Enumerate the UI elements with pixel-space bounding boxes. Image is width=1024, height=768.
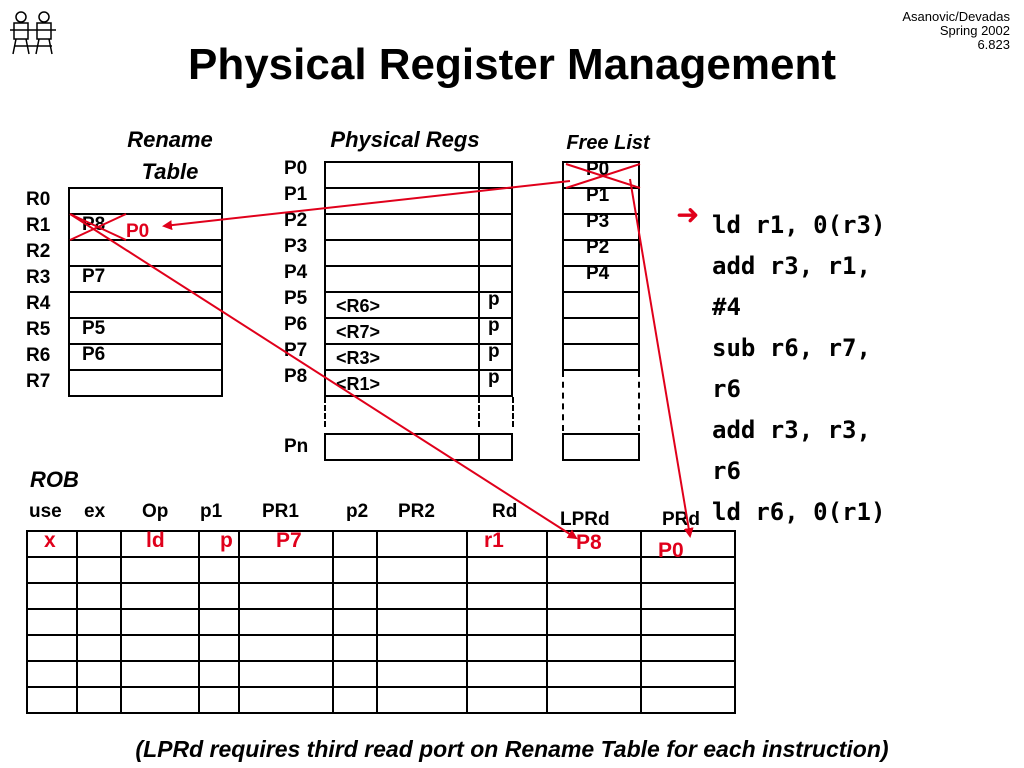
- instruction-line: ld r6, 0(r1): [712, 498, 886, 526]
- instruction-line: add r3, r1,: [712, 252, 871, 280]
- rob-column-header: p2: [346, 501, 369, 522]
- rob-cell: [466, 556, 548, 584]
- physical-reg-ellipsis: [478, 397, 480, 427]
- course-number: 6.823: [977, 37, 1010, 52]
- rob-cell: [376, 582, 468, 610]
- rob-cell: [238, 634, 334, 662]
- rob-cell: [466, 686, 548, 714]
- physical-reg-value-cell: [324, 265, 480, 293]
- rob-cell: [546, 608, 642, 636]
- rob-cell: [640, 686, 736, 714]
- physical-reg-value-cell: [324, 433, 480, 461]
- slide-title: Physical Register Management: [187, 40, 836, 89]
- rob-cell: [376, 634, 468, 662]
- rob-cell: [546, 556, 642, 584]
- rob-cell: [466, 634, 548, 662]
- rename-entry: P5: [82, 318, 106, 339]
- physical-reg-value: <R1>: [336, 374, 381, 394]
- rob-cell: [332, 686, 378, 714]
- rob-cell: [546, 660, 642, 688]
- rob-cell: [238, 582, 334, 610]
- rob-column-header: ex: [84, 501, 106, 522]
- physical-reg-label: P0: [284, 158, 308, 179]
- rob-cell: [546, 634, 642, 662]
- rob-cell: [640, 634, 736, 662]
- rob-cell: [332, 582, 378, 610]
- rob-cell: [198, 530, 240, 558]
- free-list-slot: [562, 291, 640, 319]
- free-list-slot: [562, 317, 640, 345]
- rob-cell: [26, 582, 78, 610]
- free-list-entry: P0: [586, 159, 610, 180]
- rob-column-header: p1: [200, 501, 223, 522]
- rob-column-header: use: [29, 501, 62, 522]
- rob-cell: [376, 660, 468, 688]
- free-list-entry: P2: [586, 237, 610, 258]
- rob-cell: [198, 660, 240, 688]
- rename-reg-label: R2: [26, 241, 51, 262]
- physical-reg-value: <R6>: [336, 296, 381, 316]
- rename-table-title-line1: Rename: [127, 127, 213, 152]
- rob-entry-prd: P0: [658, 539, 684, 562]
- rob-cell: [26, 608, 78, 636]
- rob-cell: [332, 608, 378, 636]
- rob-cell: [76, 556, 122, 584]
- physical-reg-label: P8: [284, 366, 308, 387]
- rob-cell: [198, 556, 240, 584]
- term-text: Spring 2002: [939, 23, 1010, 38]
- rob-cell: [238, 556, 334, 584]
- physical-reg-presence-cell: [478, 433, 513, 461]
- rob-cell: [466, 660, 548, 688]
- rob-cell: [238, 608, 334, 636]
- instruction-line: add r3, r3,: [712, 416, 871, 444]
- rob-cell: [332, 556, 378, 584]
- rob-cell: [332, 634, 378, 662]
- rob-cell: [76, 582, 122, 610]
- rob-cell: [640, 556, 736, 584]
- physical-reg-ellipsis: [324, 397, 326, 427]
- rob-cell: [120, 660, 200, 688]
- instruction-line: #4: [712, 293, 741, 321]
- instruction-line: r6: [712, 457, 741, 485]
- physical-reg-label: P6: [284, 314, 308, 335]
- rob-cell: [640, 530, 736, 558]
- rob-column-header: Rd: [492, 501, 518, 522]
- current-instruction-arrow-icon: ➜: [676, 199, 700, 230]
- rob-cell: [466, 608, 548, 636]
- free-list-ellipsis: [562, 371, 564, 431]
- rob-cell: [546, 582, 642, 610]
- physical-reg-presence-bit: p: [488, 341, 500, 362]
- rob-cell: [76, 634, 122, 662]
- instruction-listing: [712, 205, 885, 533]
- rename-reg-label: R1: [26, 215, 51, 236]
- rob-cell: [466, 530, 548, 558]
- rob-cell: [76, 660, 122, 688]
- physical-reg-label: P5: [284, 288, 308, 309]
- rob-cell: [640, 608, 736, 636]
- rob-cell: [120, 556, 200, 584]
- physical-reg-value-cell: [324, 161, 480, 189]
- free-list-entry: P1: [586, 185, 610, 206]
- rob-column-header: Op: [142, 501, 169, 522]
- rob-entry-op: ld: [146, 529, 165, 552]
- physical-reg-value-cell: [324, 213, 480, 241]
- instruction-line: sub r6, r7,: [712, 334, 871, 362]
- free-list-slot: [562, 343, 640, 371]
- physical-reg-label: P1: [284, 184, 308, 205]
- rename-reg-label: R3: [26, 267, 51, 288]
- free-list-entry: P4: [586, 263, 610, 284]
- rob-cell: [332, 660, 378, 688]
- authors-text: Asanovic/Devadas: [902, 9, 1010, 24]
- physical-reg-value: <R7>: [336, 322, 381, 342]
- rob-cell: [640, 660, 736, 688]
- rename-table-title-line2: Table: [141, 159, 199, 184]
- rob-cell: [238, 686, 334, 714]
- physical-regs-title: Physical Regs: [330, 127, 480, 152]
- rob-cell: [466, 582, 548, 610]
- physical-reg-value-cell: [324, 239, 480, 267]
- rob-cell: [376, 686, 468, 714]
- physical-reg-presence-cell: [478, 239, 513, 267]
- physical-reg-label: P7: [284, 340, 308, 361]
- rob-cell: [26, 556, 78, 584]
- rob-entry-use: x: [44, 529, 56, 552]
- rob-column-header: LPRd: [560, 509, 610, 530]
- rob-cell: [76, 608, 122, 636]
- rename-reg-label: R5: [26, 319, 51, 340]
- rename-table-row: [68, 369, 223, 397]
- physical-reg-ellipsis: [512, 397, 514, 427]
- rob-cell: [376, 608, 468, 636]
- free-list-title: Free List: [566, 132, 650, 154]
- free-list-ellipsis: [638, 371, 640, 431]
- rob-cell: [238, 660, 334, 688]
- rob-cell: [198, 686, 240, 714]
- free-list-entry: P3: [586, 211, 610, 232]
- instruction-line: r6: [712, 375, 741, 403]
- physical-reg-value-cell: [324, 187, 480, 215]
- physical-reg-label-pn: Pn: [284, 436, 309, 457]
- rob-cell: [120, 608, 200, 636]
- rename-reg-label: R6: [26, 345, 51, 366]
- rob-cell: [198, 582, 240, 610]
- rob-column-header: PRd: [662, 509, 700, 530]
- physical-reg-label: P2: [284, 210, 308, 231]
- footnote: (LPRd requires third read port on Rename Table for each instruction): [135, 736, 889, 762]
- rename-reg-label: R0: [26, 189, 51, 210]
- free-list-slot: [562, 433, 640, 461]
- physical-reg-label: P3: [284, 236, 308, 257]
- physical-reg-presence-cell: [478, 213, 513, 241]
- rob-cell: [198, 634, 240, 662]
- rename-new-mapping: P0: [126, 221, 150, 242]
- rename-reg-label: R7: [26, 371, 51, 392]
- rename-table-row: [68, 291, 223, 319]
- rob-column-header: PR1: [262, 501, 299, 522]
- rename-table-row: [68, 187, 223, 215]
- physical-reg-label: P4: [284, 262, 308, 283]
- rob-cell: [26, 634, 78, 662]
- rob-cell: [546, 686, 642, 714]
- rob-entry-rd: r1: [484, 529, 504, 552]
- rob-entry-p1: p: [220, 529, 233, 552]
- physical-reg-presence-bit: p: [488, 289, 500, 310]
- physical-reg-presence-bit: p: [488, 315, 500, 336]
- rob-column-header: PR2: [398, 501, 435, 522]
- rob-cell: [376, 556, 468, 584]
- rob-cell: [120, 582, 200, 610]
- rename-reg-label: R4: [26, 293, 51, 314]
- physical-reg-presence-cell: [478, 187, 513, 215]
- rob-entry-pr1: P7: [276, 529, 302, 552]
- rename-entry: P6: [82, 344, 106, 365]
- rob-cell: [332, 530, 378, 558]
- instruction-line: ld r1, 0(r3): [712, 211, 886, 239]
- rename-table-title: [100, 124, 240, 188]
- rename-entry: P8: [82, 214, 106, 235]
- rob-cell: [76, 686, 122, 714]
- physical-reg-presence-cell: [478, 161, 513, 189]
- rob-cell: [26, 660, 78, 688]
- rob-cell: [640, 582, 736, 610]
- rob-cell: [376, 530, 468, 558]
- physical-reg-value: <R3>: [336, 348, 381, 368]
- rob-cell: [26, 686, 78, 714]
- rob-cell: [120, 686, 200, 714]
- rename-entry: P7: [82, 266, 106, 287]
- physical-reg-presence-bit: p: [488, 367, 500, 388]
- rob-cell: [76, 530, 122, 558]
- rob-cell: [198, 608, 240, 636]
- rob-title: ROB: [30, 467, 79, 492]
- rob-entry-lprd: P8: [576, 531, 602, 554]
- rob-cell: [120, 634, 200, 662]
